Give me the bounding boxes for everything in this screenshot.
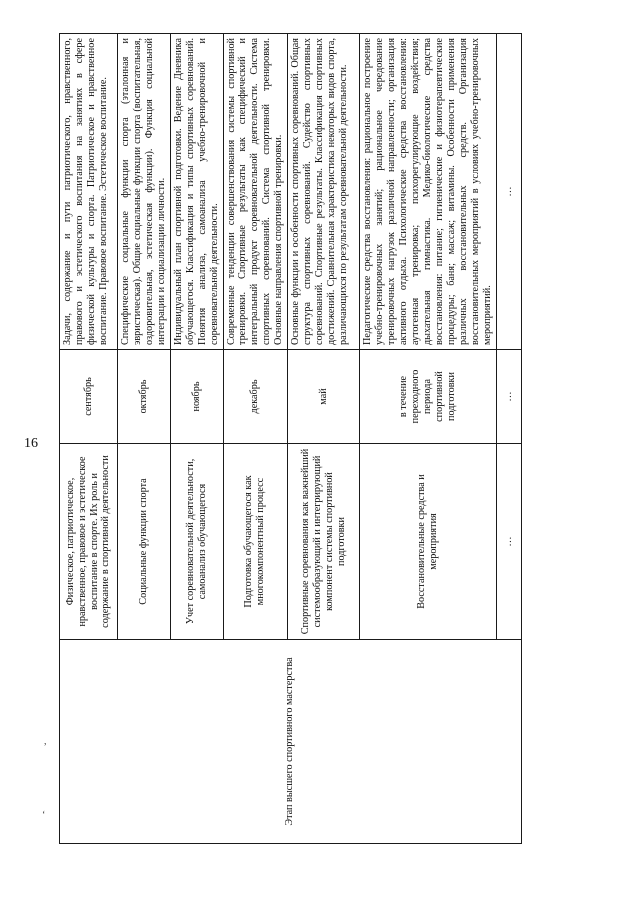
period-cell: октябрь — [118, 350, 171, 444]
content-cell: … — [496, 34, 521, 350]
period-cell: в течение переходного периода спортивной подготовки — [360, 350, 496, 444]
topic-cell: Физическое, патриотическое, нравственное, правовое и эстетическое воспитание в спорте. Их роль и содержание в спортивной деятельности — [60, 444, 118, 640]
content-cell: Основные функции и особенности спортивных соревнований. Общая структура спортивных соревнований. Судейство спортивных соревнований. Спортивные результаты. Классификация спортивных достижений. Сравнительная характеристика некоторых видов спорта, различающихся по результатам соревновательной деятельности. — [288, 34, 360, 350]
content-cell: Педагогические средства восстановления: рациональное построение учебно-тренировочных занятий; рациональное чередование тренировочных нагрузок различной направленности; организация активного отдыха. Психологические средства восстановления: аутогенная тренировка; психорегулирующие воздействия; дыхательная гимнастика. Медико-биологические средства восстановления: питание; гигиенические и физиотерапевтические процедуры; баня; массаж; витамины. Особенности применения различных восстановительных средств. Организация восстановительных мероприятий в условиях учебно-тренировочных мероприятий. — [360, 34, 496, 350]
topic-cell: Подготовка обучающегося как многокомпонентный процесс — [223, 444, 288, 640]
period-cell: май — [288, 350, 360, 444]
period-cell: … — [496, 350, 521, 444]
period-cell: декабрь — [223, 350, 288, 444]
content-cell: Современные тенденции совершенствования системы спортивной тренировки. Спортивные результаты как специфический и интегральный продукт соревновательной деятельности. Система спортивных соревнований. Система спортивной тренировки. Основные направления спортивной тренировки. — [223, 34, 288, 350]
content-cell: Задачи, содержание и пути патриотического, нравственного, правового и эстетического воспитания на занятиях в сфере физической культуры и спорта. Патриотическое и нравственное воспитание. Правовое воспитание. Эстетическое воспитание. — [60, 34, 118, 350]
content-cell: Специфические социальные функции спорта (эталонная и эвристическая). Общие социальные функции спорта (воспитательная, оздоровительная, эстетическая функции). Функция социальной интеграции и социализации личности. — [118, 34, 171, 350]
topic-cell: Социальные функции спорта — [118, 444, 171, 640]
topic-cell: … — [496, 444, 521, 640]
topic-cell: Спортивные соревнования как важнейший системообразующий и интегрирующий компонент системы спортивной подготовки — [288, 444, 360, 640]
table-row — [60, 34, 118, 844]
period-cell: ноябрь — [170, 350, 223, 444]
scan-mark: ‘ — [42, 810, 46, 821]
stage-cell: Этап высшего спортивного мастерства — [60, 640, 522, 844]
topic-cell: Учет соревновательной деятельности, самоанализ обучающегося — [170, 444, 223, 640]
period-cell: сентябрь — [60, 350, 118, 444]
topic-cell: Восстановительные средства и мероприятия — [360, 444, 496, 640]
program-table — [59, 33, 522, 844]
scan-mark: , — [44, 736, 47, 747]
content-cell: Индивидуальный план спортивной подготовки. Ведение Дневника обучающегося. Классификация и типы спортивных соревнований. Понятия анализа, самоанализа учебно-тренировочной и соревновательной деятельности. — [170, 34, 223, 350]
rotated-table-wrapper — [59, 34, 514, 844]
page-number: 16 — [24, 436, 38, 451]
